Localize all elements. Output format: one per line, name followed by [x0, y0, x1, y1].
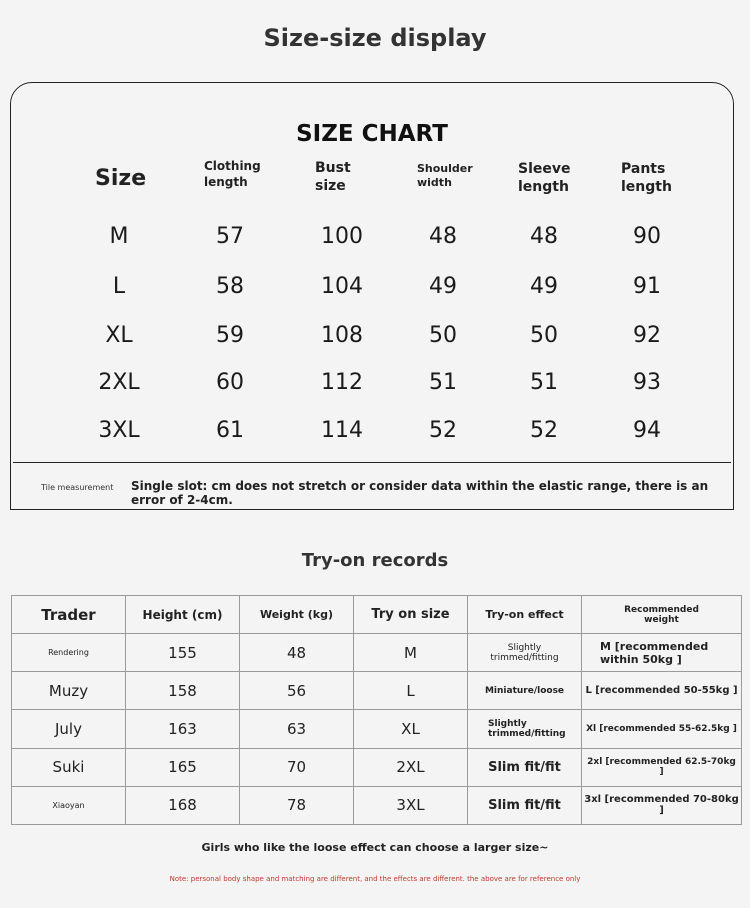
- cell-size: 3XL: [98, 418, 140, 443]
- cell-size: 2XL: [354, 748, 468, 786]
- cell-sleeve: 48: [530, 224, 558, 249]
- cell-weight: 56: [240, 672, 354, 710]
- header-pants-line2: length: [621, 179, 672, 196]
- cell-effect: Slim fit/fit: [468, 748, 582, 786]
- cell-clothing: 61: [216, 418, 244, 443]
- size-chart-heading: SIZE CHART: [296, 121, 448, 147]
- cell-effect: Slim fit/fit: [468, 786, 582, 824]
- cell-clothing: 57: [216, 224, 244, 249]
- cell-size: M: [354, 634, 468, 672]
- header-clothing-line2: length: [204, 174, 248, 189]
- cell-height: 163: [126, 710, 240, 748]
- effect-line2: trimmed/fitting: [488, 729, 566, 740]
- header-shoulder-line2: width: [417, 176, 452, 190]
- cell-shoulder: 51: [429, 370, 457, 395]
- cell-bust: 114: [321, 418, 363, 443]
- col-header-recommended-weight: [582, 596, 742, 634]
- cell-recommended: L [recommended 50-55kg ]: [582, 672, 742, 710]
- rec-header-line1: Recommended: [624, 604, 699, 615]
- cell-weight: 48: [240, 634, 354, 672]
- table-row: [12, 634, 742, 672]
- cell-weight: 70: [240, 748, 354, 786]
- table-header-row: [12, 596, 742, 634]
- cell-clothing: 59: [216, 323, 244, 348]
- cell-bust: 108: [321, 323, 363, 348]
- header-size: Size: [95, 166, 147, 191]
- cell-pants: 91: [633, 274, 661, 299]
- cell-bust: 104: [321, 274, 363, 299]
- cell-size: XL: [354, 710, 468, 748]
- col-header-trader: Trader: [12, 596, 126, 634]
- cell-pants: 92: [633, 323, 661, 348]
- rec-line2: within 50kg ]: [600, 652, 682, 666]
- tile-measurement-label: Tile measurement: [41, 483, 114, 492]
- table-row: [12, 672, 742, 710]
- cell-height: 168: [126, 786, 240, 824]
- header-clothing-length: [204, 159, 261, 190]
- page-title: Size-size display: [263, 24, 487, 52]
- cell-effect: [468, 710, 582, 748]
- cell-size: L: [112, 274, 126, 299]
- cell-effect: Miniature/loose: [468, 672, 582, 710]
- header-pants-length: [621, 160, 672, 196]
- cell-clothing: 58: [216, 274, 244, 299]
- measurement-note: Single slot: cm does not stretch or consider data within the elastic range, there is an error of 2-4cm.: [131, 479, 709, 507]
- header-sleeve-line1: Sleeve: [518, 161, 571, 177]
- divider: [13, 462, 731, 463]
- cell-trader: Suki: [12, 748, 126, 786]
- header-pants-line1: Pants: [621, 161, 666, 177]
- try-on-table: [11, 595, 742, 825]
- col-header-size: Try on size: [354, 596, 468, 634]
- cell-shoulder: 52: [429, 418, 457, 443]
- cell-sleeve: 49: [530, 274, 558, 299]
- header-shoulder-width: [417, 162, 473, 191]
- cell-sleeve: 51: [530, 370, 558, 395]
- cell-recommended: 2xl [recommended 62.5-70kg ]: [582, 748, 742, 786]
- cell-height: 155: [126, 634, 240, 672]
- table-row: [12, 748, 742, 786]
- reference-note: Note: personal body shape and matching are different, and the effects are different. the above are for reference only: [169, 875, 581, 883]
- table-row: [12, 710, 742, 748]
- header-clothing-line1: Clothing: [204, 159, 261, 173]
- col-header-height: Height (cm): [126, 596, 240, 634]
- cell-trader: Xiaoyan: [12, 786, 126, 824]
- rec-header-line2: weight: [644, 614, 679, 625]
- cell-trader: July: [12, 710, 126, 748]
- cell-recommended: [582, 634, 742, 672]
- cell-effect: [468, 634, 582, 672]
- cell-clothing: 60: [216, 370, 244, 395]
- cell-height: 158: [126, 672, 240, 710]
- try-on-heading: Try-on records: [301, 550, 449, 571]
- cell-size: 3XL: [354, 786, 468, 824]
- cell-shoulder: 50: [429, 323, 457, 348]
- size-chart-panel: [10, 82, 734, 510]
- cell-pants: 94: [633, 418, 661, 443]
- cell-trader: Rendering: [12, 634, 126, 672]
- cell-shoulder: 49: [429, 274, 457, 299]
- cell-size: 2XL: [98, 370, 140, 395]
- cell-sleeve: 52: [530, 418, 558, 443]
- cell-recommended: 3xl [recommended 70-80kg ]: [582, 786, 742, 824]
- cell-pants: 90: [633, 224, 661, 249]
- header-bust-line2: size: [315, 178, 346, 195]
- cell-sleeve: 50: [530, 323, 558, 348]
- rec-line1: M [recommended: [600, 639, 709, 653]
- cell-bust: 112: [321, 370, 363, 395]
- cell-weight: 63: [240, 710, 354, 748]
- cell-size: M: [109, 224, 129, 249]
- cell-shoulder: 48: [429, 224, 457, 249]
- cell-recommended: Xl [recommended 55-62.5kg ]: [582, 710, 742, 748]
- col-header-weight: Weight (kg): [240, 596, 354, 634]
- header-bust-size: [315, 159, 351, 195]
- effect-line1: Slightly: [507, 642, 542, 653]
- header-sleeve-length: [518, 160, 571, 196]
- header-bust-line1: Bust: [315, 160, 351, 176]
- table-row: [12, 786, 742, 824]
- cell-trader: Muzy: [12, 672, 126, 710]
- effect-line2: trimmed/fitting: [490, 652, 559, 663]
- header-shoulder-line1: Shoulder: [417, 162, 473, 175]
- cell-weight: 78: [240, 786, 354, 824]
- header-sleeve-line2: length: [518, 179, 569, 196]
- cell-size: XL: [105, 323, 133, 348]
- loose-fit-tip: Girls who like the loose effect can choose a larger size~: [201, 841, 549, 854]
- cell-height: 165: [126, 748, 240, 786]
- cell-pants: 93: [633, 370, 661, 395]
- effect-line1: Slightly: [488, 719, 527, 730]
- cell-bust: 100: [321, 224, 363, 249]
- cell-size: L: [354, 672, 468, 710]
- col-header-effect: Try-on effect: [468, 596, 582, 634]
